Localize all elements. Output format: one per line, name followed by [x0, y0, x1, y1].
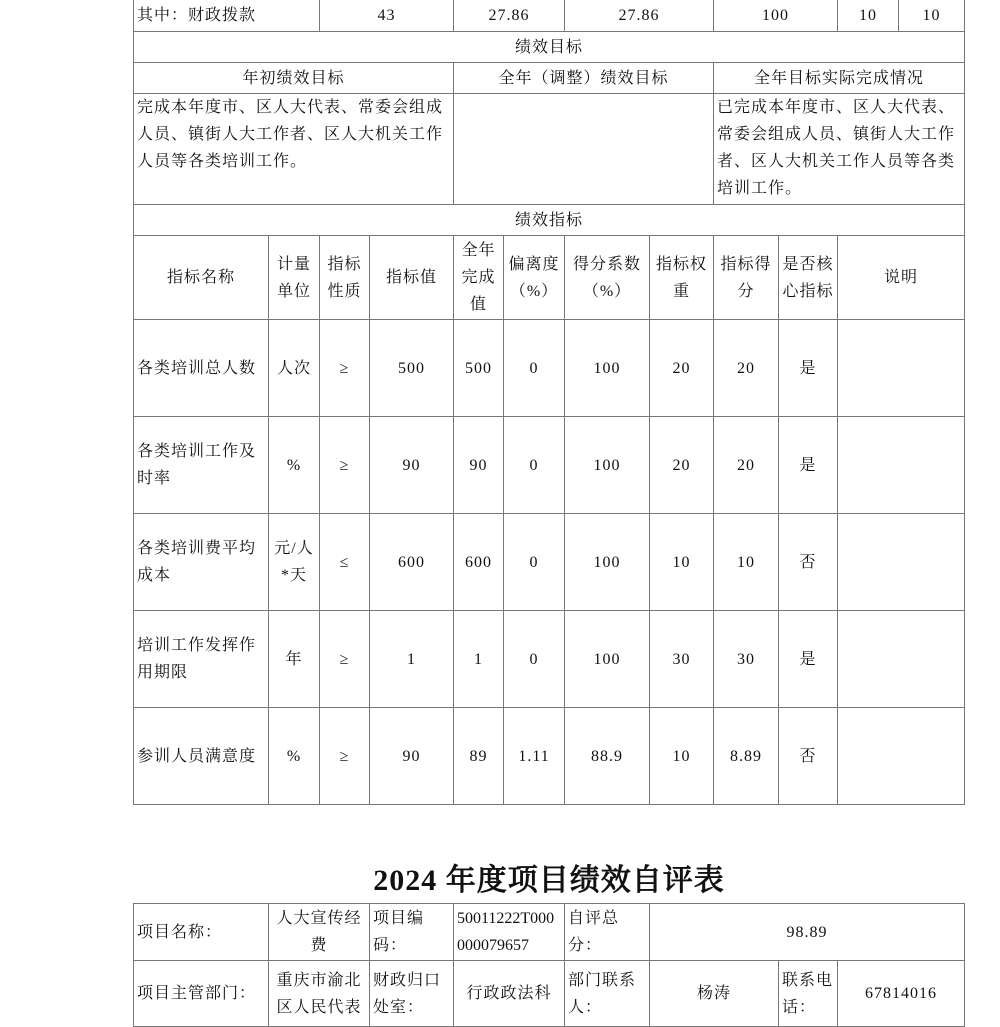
indicator-cell: 20 — [714, 417, 779, 514]
indicator-cell: 89 — [454, 708, 504, 805]
indicator-cell: 20 — [714, 320, 779, 417]
indicator-cell: 500 — [370, 320, 454, 417]
indicator-row — [134, 417, 965, 514]
indicator-cell: 30 — [650, 611, 714, 708]
funding-executed: 27.86 — [565, 0, 714, 32]
indicator-cell: 培训工作发挥作用期限 — [134, 611, 269, 708]
contact-label: 部门联系人： — [565, 961, 650, 1027]
indicator-cell: 90 — [454, 417, 504, 514]
total-score-label: 自评总分： — [565, 904, 650, 961]
indicator-cell: 100 — [565, 611, 650, 708]
indicator-cell: 人次 — [269, 320, 320, 417]
contact: 杨涛 — [650, 961, 779, 1027]
phone-label: 联系电话： — [779, 961, 838, 1027]
indicator-cell: 600 — [370, 514, 454, 611]
indicator-cell: 88.9 — [565, 708, 650, 805]
indicator-cell: 10 — [650, 514, 714, 611]
col-header: 指标权重 — [650, 236, 714, 320]
indicator-cell: 各类培训总人数 — [134, 320, 269, 417]
funding-rate: 100 — [714, 0, 838, 32]
indicator-cell: 参训人员满意度 — [134, 708, 269, 805]
indicator-cell: 是 — [779, 611, 838, 708]
indicator-row — [134, 611, 965, 708]
indicator-cell: 20 — [650, 320, 714, 417]
col-header: 全年完成值 — [454, 236, 504, 320]
indicator-cell: 90 — [370, 708, 454, 805]
indicator-cell: 1 — [454, 611, 504, 708]
indicator-row — [134, 708, 965, 805]
indicator-cell: 100 — [565, 417, 650, 514]
funding-row — [134, 0, 965, 32]
indicator-cell: 30 — [714, 611, 779, 708]
indicator-cell — [838, 611, 965, 708]
indicator-cell: 是 — [779, 417, 838, 514]
col-header: 是否核心指标 — [779, 236, 838, 320]
funding-adjusted: 27.86 — [454, 0, 565, 32]
indicator-cell: 各类培训工作及时率 — [134, 417, 269, 514]
indicator-cell — [838, 320, 965, 417]
indicator-cell: 600 — [454, 514, 504, 611]
col-header: 指标值 — [370, 236, 454, 320]
indicator-cell: 各类培训费平均成本 — [134, 514, 269, 611]
indicator-cell — [838, 514, 965, 611]
indicator-cell: 10 — [650, 708, 714, 805]
indicator-cell: 否 — [779, 514, 838, 611]
goals-header-adjusted: 全年（调整）绩效目标 — [454, 63, 714, 94]
indicators-header-row — [134, 236, 965, 320]
indicator-cell: 20 — [650, 417, 714, 514]
indicator-cell: 元/人*天 — [269, 514, 320, 611]
indicator-cell: 100 — [565, 320, 650, 417]
form-title: 2024 年度项目绩效自评表 — [373, 864, 725, 897]
col-header: 指标得分 — [714, 236, 779, 320]
indicator-cell: 8.89 — [714, 708, 779, 805]
indicator-cell: 0 — [504, 417, 565, 514]
indicator-row — [134, 320, 965, 417]
finance-label: 财政归口处室： — [370, 961, 454, 1027]
indicator-cell: ≤ — [320, 514, 370, 611]
indicator-cell: ≥ — [320, 708, 370, 805]
indicator-cell: 500 — [454, 320, 504, 417]
funding-weight: 10 — [838, 0, 899, 32]
col-header: 指标性质 — [320, 236, 370, 320]
goals-header-actual: 全年目标实际完成情况 — [714, 63, 965, 94]
col-header: 说明 — [838, 236, 965, 320]
finance: 行政政法科 — [454, 961, 565, 1027]
goal-adjusted-text — [454, 94, 714, 205]
indicator-cell: 是 — [779, 320, 838, 417]
indicator-cell: 否 — [779, 708, 838, 805]
dept: 重庆市渝北区人民代表 — [269, 961, 370, 1027]
indicator-cell: 0 — [504, 320, 565, 417]
goals-section-header: 绩效目标 — [134, 32, 965, 63]
indicator-cell: % — [269, 708, 320, 805]
indicators-section-header: 绩效指标 — [134, 205, 965, 236]
project-name: 人大宣传经费 — [269, 904, 370, 961]
indicator-cell: 100 — [565, 514, 650, 611]
funding-label: 其中：财政拨款 — [134, 0, 320, 32]
total-score: 98.89 — [650, 904, 965, 961]
dept-label: 项目主管部门： — [134, 961, 269, 1027]
indicator-cell: 0 — [504, 611, 565, 708]
indicator-cell: 1.11 — [504, 708, 565, 805]
indicator-cell: 90 — [370, 417, 454, 514]
col-header: 指标名称 — [134, 236, 269, 320]
funding-score: 10 — [899, 0, 965, 32]
phone: 67814016 — [838, 961, 965, 1027]
indicator-cell: 10 — [714, 514, 779, 611]
project-info-table — [133, 903, 965, 1027]
indicator-cell: ≥ — [320, 611, 370, 708]
col-header: 得分系数（%） — [565, 236, 650, 320]
indicator-cell — [838, 708, 965, 805]
project-code: 50011222T000000079657 — [454, 904, 565, 961]
goals-header-initial: 年初绩效目标 — [134, 63, 454, 94]
project-code-label: 项目编码： — [370, 904, 454, 961]
indicator-cell: 0 — [504, 514, 565, 611]
performance-table — [133, 0, 965, 805]
indicator-cell: ≥ — [320, 417, 370, 514]
funding-budget: 43 — [320, 0, 454, 32]
goal-actual-text: 已完成本年度市、区人大代表、常委会组成人员、镇街人大工作者、区人大机关工作人员等各类培训工作。 — [714, 94, 965, 205]
col-header: 计量单位 — [269, 236, 320, 320]
indicator-cell — [838, 417, 965, 514]
col-header: 偏离度（%） — [504, 236, 565, 320]
indicator-cell: 年 — [269, 611, 320, 708]
indicator-row — [134, 514, 965, 611]
goal-initial-text: 完成本年度市、区人大代表、常委会组成人员、镇街人大工作者、区人大机关工作人员等各类培训工作。 — [134, 94, 454, 205]
indicator-cell: 1 — [370, 611, 454, 708]
project-name-label: 项目名称： — [134, 904, 269, 961]
indicator-cell: ≥ — [320, 320, 370, 417]
indicator-cell: % — [269, 417, 320, 514]
